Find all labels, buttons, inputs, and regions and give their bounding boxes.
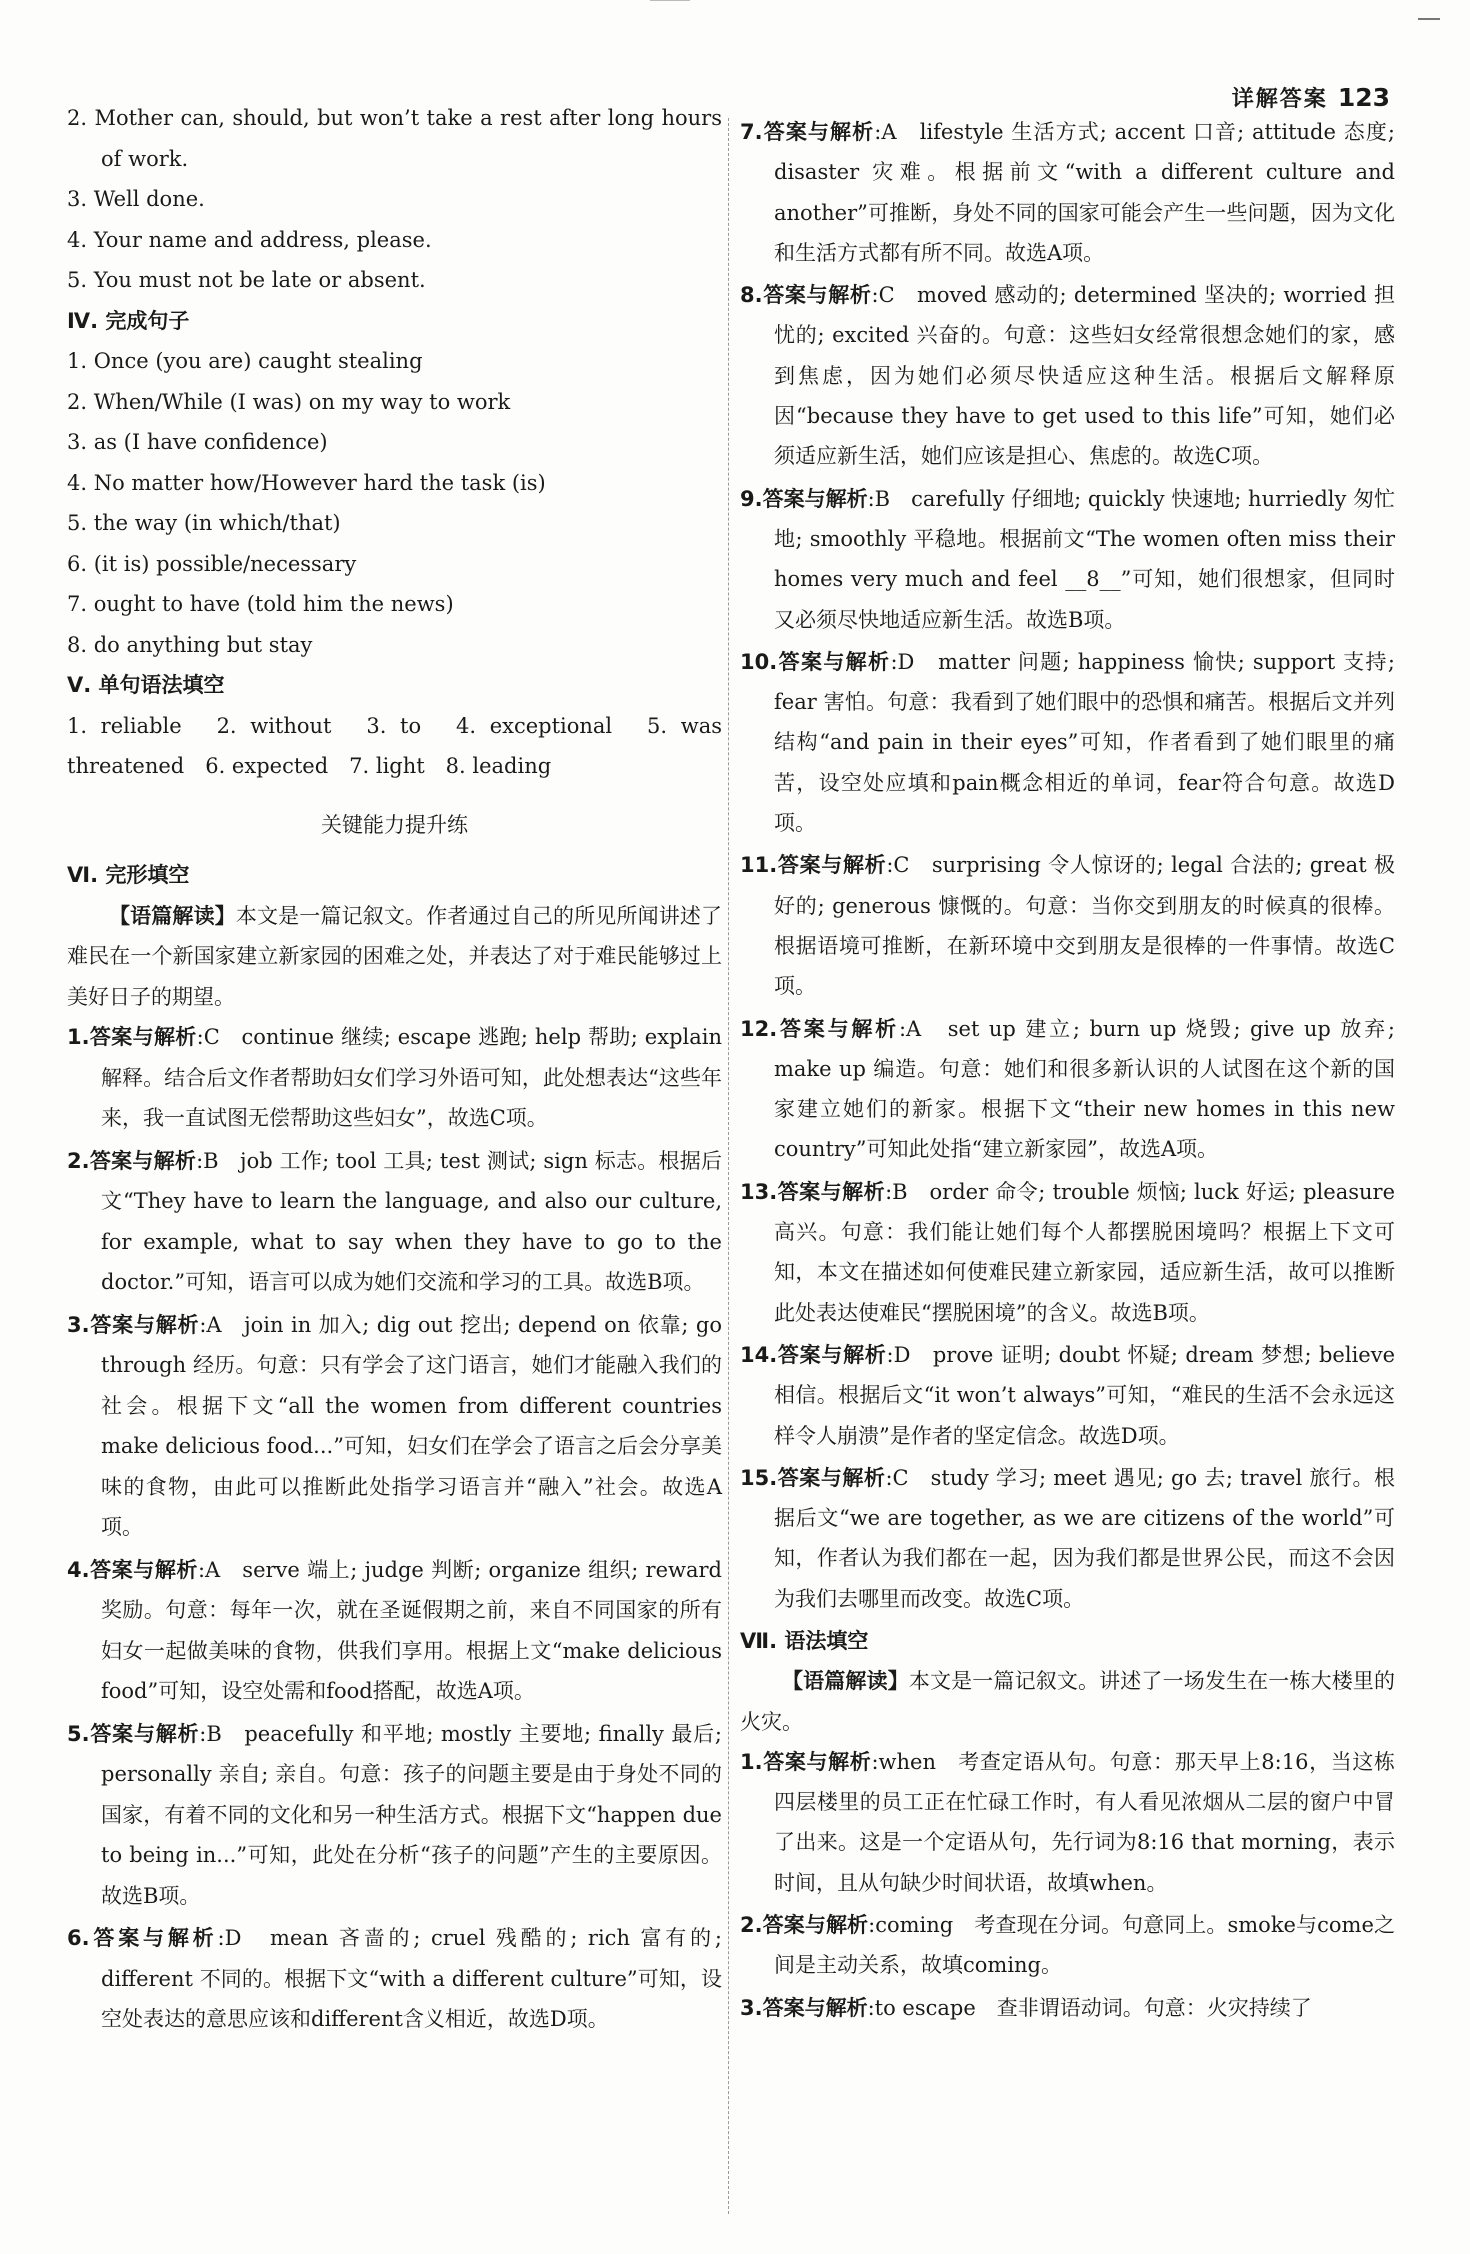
answer-item	[740, 1458, 1395, 1619]
header-title: 详解答案	[1231, 87, 1328, 112]
list-item: 5. the way (in which/that)	[67, 511, 341, 535]
answer-num: 9.	[740, 486, 763, 511]
answer-lead: 答案与解析	[762, 120, 875, 144]
answer-item	[67, 1141, 722, 1303]
answer-text: :C surprising 令人惊讶的; legal 合法的; great 极好的; generous 慷慨的。句意：当你交到朋友的时候真的很棒。根据语境可推断，在新环境中交到朋友是很棒的一件事情。故选C项。	[774, 853, 1395, 999]
answer-lead: 答案与解析	[777, 1179, 886, 1204]
answer-item	[740, 1335, 1395, 1456]
answer-item	[67, 1714, 722, 1917]
answer-text: :A set up 建立; burn up 烧毁; give up 放弃; make up 编造。句意：她们和很多新认识的人试图在这个新的国家建立她们的新家。根据下文“their new homes in this new country”可知此处指“建立新家园”，故选A项。	[774, 1016, 1395, 1162]
answer-num: 5.	[67, 1721, 90, 1746]
answer-num: 15.	[740, 1465, 778, 1490]
answer-item	[67, 1305, 722, 1548]
answer-lead: 答案与解析	[777, 1016, 899, 1041]
answer-lead: 答案与解析	[762, 1913, 869, 1938]
answer-item	[740, 1009, 1395, 1170]
answer-text: :to escape 查非谓语动词。句意：火灾持续了	[867, 1995, 1312, 2020]
list-item: 3. as (I have confidence)	[67, 430, 328, 454]
answer-num: 1.	[67, 1025, 90, 1049]
answer-lead: 答案与解析	[777, 1342, 887, 1367]
answer-item	[740, 275, 1395, 476]
answer-num: 1.	[740, 1749, 763, 1774]
list-item: 5. You must not be late or absent.	[67, 268, 426, 292]
answer-text: :A lifestyle 生活方式; accent 口音; attitude 态度; disaster 灾难。根据前文“with a different culture and another”可推断，身处不同的国家可能会产生一些问题，因为文化和生活方式都有所不同。故选A项。	[774, 120, 1395, 265]
answer-text: :B carefully 仔细地; quickly 快速地; hurriedly 匆忙地; smoothly 平稳地。根据前文“The women often miss their homes very much and feel __8__”可知，她们很想家，但同时又必须尽快地适应新生活。故选B项。	[774, 486, 1396, 632]
answer-lead: 答案与解析	[89, 1148, 197, 1173]
list-item: 4. No matter how/However hard the task (is)	[67, 470, 546, 495]
answer-item	[740, 479, 1395, 640]
section-title-4: Ⅳ. 完成句子	[67, 308, 190, 333]
answer-num: 13.	[740, 1179, 778, 1204]
left-column	[67, 98, 722, 2042]
answer-num: 6.	[67, 1926, 90, 1950]
answer-item	[740, 1905, 1395, 1986]
top-edge-mark	[650, 0, 690, 1]
answer-text: :C continue 继续; escape 逃跑; help 帮助; explain 解释。结合后文作者帮助妇女们学习外语可知，此处想表达“这些年来，我一直试图无偿帮助这些妇女”，故选C项。	[101, 1025, 722, 1130]
list-item: 4. Your name and address, please.	[67, 227, 432, 252]
answer-num: 4.	[67, 1557, 90, 1582]
answer-num: 11.	[740, 853, 778, 878]
answer-lead: 答案与解析	[762, 1749, 872, 1774]
answer-lead: 答案与解析	[777, 853, 887, 878]
answer-item	[740, 1172, 1395, 1333]
intro-tag: 【语篇解读】	[782, 1669, 909, 1694]
answer-text: :C moved 感动的; determined 坚决的; worried 担忧的; excited 兴奋的。句意：这些妇女经常很想念她们的家，感到焦虑，因为她们必须尽快适应这种生活。根据后文解释原因“because they have to get used to this life”可知，她们必须适应新生活，她们应该是担心、焦虑的。故选C项。	[774, 283, 1395, 469]
answer-text: :when 考查定语从句。句意：那天早上8:16，当这栋四层楼里的员工正在忙碌工作时，有人看见浓烟从二层的窗户中冒了出来。这是一个定语从句，先行词为8:16 that morning，表示时间，且从句缺少时间状语，故填when。	[774, 1749, 1395, 1895]
answer-item	[740, 1988, 1395, 2028]
answer-item	[740, 1742, 1395, 1903]
answer-num: 3.	[740, 1995, 763, 2020]
answer-num: 2.	[740, 1913, 763, 1938]
answer-lead: 答案与解析	[777, 649, 891, 674]
answer-lead: 答案与解析	[777, 1465, 886, 1490]
answer-text: :D matter 问题; happiness 愉快; support 支持; fear 害怕。句意：我看到了她们眼中的恐惧和痛苦。根据后文并列结构“and pain in their eyes”可知，作者看到了她们眼里的痛苦，设空处应填和pain概念相近的单词，fear符合句意。故选D项。	[774, 649, 1396, 836]
answer-lead: 答案与解析	[89, 1721, 200, 1746]
answer-item	[67, 1017, 722, 1139]
section-title-5: Ⅴ. 单句语法填空	[67, 673, 225, 697]
answer-num: 14.	[740, 1342, 778, 1367]
answer-text: :D mean 吝啬的; cruel 残酷的; rich 富有的; different 不同的。根据下文“with a different culture”可知，设空处表达的意思应该和different含义相近，故选D项。	[101, 1926, 722, 2031]
intro-tag: 【语篇解读】	[109, 903, 236, 928]
passage-intro	[740, 1661, 1395, 1742]
answer-num: 8.	[740, 283, 763, 308]
list-item: 2. When/While (I was) on my way to work	[67, 389, 511, 414]
list-item: 1. Once (you are) caught stealing	[67, 349, 423, 373]
section-title-6: Ⅵ. 完形填空	[67, 863, 190, 887]
list-item: 2. Mother can, should, but won’t take a rest after long hours of work.	[67, 106, 722, 171]
answer-lead: 答案与解析	[89, 1312, 200, 1337]
answer-num: 10.	[740, 649, 778, 674]
right-column	[740, 112, 1395, 2030]
intro-text: 本文是一篇记叙文。作者通过自己的所见所闻讲述了难民在一个新国家建立新家园的困难之处，并表达了对于难民能够过上美好日子的期望。	[67, 903, 723, 1009]
answer-text: :B job 工作; tool 工具; test 测试; sign 标志。根据后文“They have to learn the language, and also our culture, for example, what to say when they have to go to the doctor.”可知，语言可以成为她们交流和学习的工具。故选B项。	[101, 1148, 722, 1294]
answer-item	[740, 112, 1395, 273]
section-title-7: Ⅶ. 语法填空	[740, 1628, 869, 1653]
answer-num: 2.	[67, 1148, 90, 1173]
subheading: 关键能力提升练	[321, 812, 468, 837]
list-item: 6. (it is) possible/necessary	[67, 551, 357, 576]
answer-item	[740, 845, 1395, 1006]
answer-text: :B order 命令; trouble 烦恼; luck 好运; pleasure 高兴。句意：我们能让她们每个人都摆脱困境吗？根据上下文可知，本文在描述如何使难民建立新家园，适应新生活，故可以推断此处表达使难民“摆脱困境”的含义。故选B项。	[774, 1179, 1395, 1325]
answer-lead: 答案与解析	[762, 283, 872, 308]
answer-num: 7.	[740, 120, 763, 144]
page-number: 123	[1337, 83, 1390, 112]
column-divider	[728, 118, 729, 2214]
answer-lead: 答案与解析	[762, 486, 868, 511]
grammar-answers: 1. reliable 2. without 3. to 4. exceptional 5. was threatened 6. expected 7. light 8. leading	[67, 713, 722, 778]
list-item: 8. do anything but stay	[67, 632, 313, 657]
answer-text: :B peacefully 和平地; mostly 主要地; finally 最后; personally 亲自; 亲自。句意：孩子的问题主要是由于身处不同的国家，有着不同的文化和另一种生活方式。根据下文“happen due to being in...”可知，此处在分析“孩子的问题”产生的主要原因。故选B项。	[101, 1721, 723, 1908]
answer-text: :D prove 证明; doubt 怀疑; dream 梦想; believe 相信。根据后文“it won’t always”可知，“难民的生活不会永远这样令人崩溃”是作者的坚定信念。故选D项。	[774, 1342, 1396, 1448]
list-item: 7. ought to have (told him the news)	[67, 592, 454, 616]
corner-mark	[1418, 18, 1440, 20]
answer-num: 12.	[740, 1016, 778, 1041]
passage-intro	[67, 896, 722, 1018]
answer-lead: 答案与解析	[89, 1926, 218, 1950]
intro-text: 本文是一篇记叙文。讲述了一场发生在一栋大楼里的火灾。	[740, 1669, 1396, 1734]
answer-item	[740, 642, 1395, 843]
answer-num: 3.	[67, 1312, 90, 1337]
page-header	[1232, 82, 1390, 113]
answer-text: :C study 学习; meet 遇见; go 去; travel 旅行。根据后文“we are together, as we are citizens of the world”可知，作者认为我们都在一起，因为我们都是世界公民，而这不会因为我们去哪里而改变。故选C项。	[774, 1465, 1396, 1611]
answer-lead: 答案与解析	[762, 1995, 868, 2020]
answer-lead: 答案与解析	[89, 1025, 197, 1049]
answer-lead: 答案与解析	[89, 1557, 198, 1582]
answer-text: :A join in 加入; dig out 挖出; depend on 依靠; go through 经历。句意：只有学会了这门语言，她们才能融入我们的社会。根据下文“all the women from different countries make delicious food...”可知，妇女们在学会了语言之后会分享美味的食物，由此可以推断此处指学习语言并“融入”社会。故选A项。	[101, 1312, 723, 1539]
answer-item	[67, 1550, 722, 1712]
answer-text: :coming 考查现在分词。句意同上。smoke与come之间是主动关系，故填coming。	[774, 1913, 1395, 1978]
answer-item	[67, 1918, 722, 2040]
answer-text: :A serve 端上; judge 判断; organize 组织; reward 奖励。句意：每年一次，就在圣诞假期之前，来自不同国家的所有妇女一起做美味的食物，供我们享用。根据上文“make delicious food”可知，设空处需和food搭配，故选A项。	[101, 1557, 722, 1703]
list-item: 3. Well done.	[67, 187, 205, 211]
